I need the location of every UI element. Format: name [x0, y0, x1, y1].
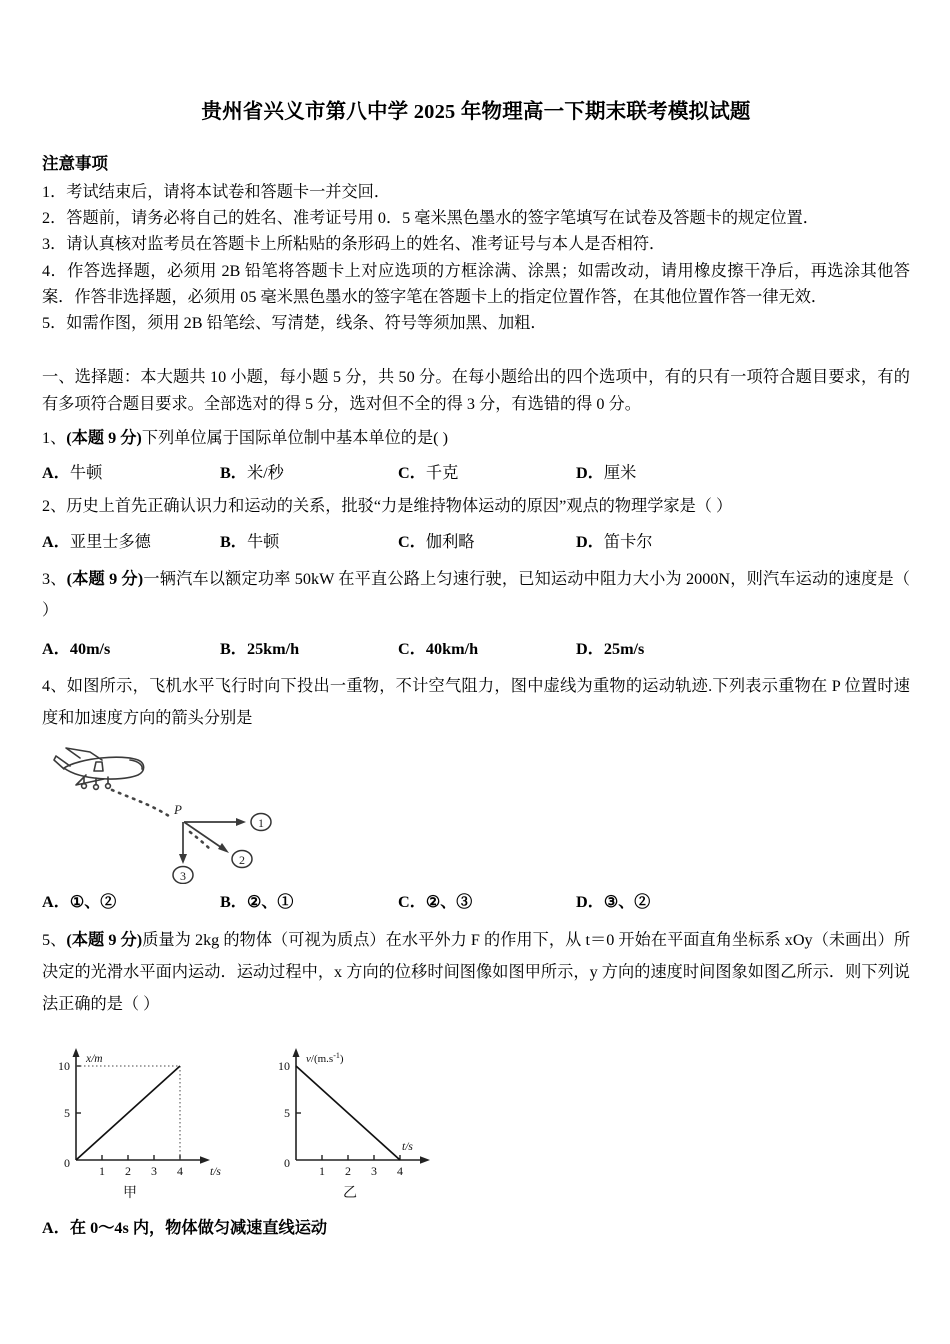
arrow-1-circled-label [251, 814, 271, 831]
airplane-trajectory-figure [50, 744, 350, 884]
question-5-graphs-figure [52, 1042, 472, 1202]
option-c[interactable] [398, 530, 576, 554]
option-b[interactable] [220, 890, 398, 915]
chart-yi-xtick-4: 4 [397, 1164, 403, 1179]
option-c[interactable] [398, 890, 576, 915]
option-b-label: B． [220, 532, 247, 551]
option-d-text: ③、② [603, 894, 651, 912]
notice-item: 3．请认真核对监考员在答题卡上所粘贴的条形码上的姓名、准考证号与本人是否相符． [42, 235, 666, 254]
page-title: 贵州省兴义市第八中学 2025 年物理高一下期末联考模拟试题 [201, 101, 751, 123]
option-b-label: B． [220, 639, 247, 658]
svg-text:3: 3 [180, 869, 186, 884]
option-a-label: A． [42, 1219, 70, 1238]
question-2-stem [42, 493, 910, 519]
option-c[interactable] [398, 461, 576, 485]
question-1-options [42, 461, 910, 485]
arrow-1 [184, 818, 246, 826]
question-2-number: 2、 [42, 497, 67, 516]
question-4-options [42, 890, 910, 915]
notice-heading: 注意事项 [42, 153, 108, 173]
option-b-text: 米/秒 [246, 463, 284, 482]
option-b[interactable] [220, 637, 398, 661]
chart-jia-series-line [76, 1066, 180, 1160]
section-intro: 一、选择题：本大题共 10 小题，每小题 5 分，共 50 分。在每小题给出的四个选项中，有的只有一项符合题目要求，有的有多项符合题目要求。全部选对的得 5 分，选对但不全的得 3 分，有选错的得 0 分。 [42, 368, 910, 413]
chart-yi-ytick-5: 5 [284, 1106, 290, 1121]
question-5-text: 质量为 2kg 的物体（可视为质点）在水平外力 F 的作用下，从 t＝0 开始在平面直角坐标系 xOy（未画出）所决定的光滑水平面内运动．运动过程中，x 方向的位移时间图像如图甲所示，y 方向的速度时间图象如图乙所示．则下列说法正确的是（ ） [42, 931, 911, 1013]
option-c-text: 40km/h [425, 639, 479, 658]
chart-jia-xtick-4: 4 [177, 1164, 183, 1179]
option-c-text: ②、③ [425, 894, 473, 912]
option-b[interactable] [220, 461, 398, 485]
chart-yi-xtick-1: 1 [319, 1164, 325, 1179]
svg-text:2: 2 [239, 853, 245, 868]
option-c-text: 伽利略 [425, 532, 475, 551]
chart-yi-ytick-0: 0 [284, 1156, 290, 1171]
question-1-score-tag: (本题 9 分) [66, 428, 142, 447]
notice-item: 4．作答选择题，必须用 2B 铅笔将答题卡上对应选项的方框涂满、涂黑；如需改动，请用橡皮擦干净后，再选涂其他答案．作答非选择题，必须用 05 毫米黑色墨水的签字笔在答题卡上的指定位置作答，在其他位置作答一律无效． [42, 261, 910, 306]
arrow-2 [184, 822, 229, 853]
notice-item: 5．如需作图，须用 2B 铅笔绘、写清楚，线条、符号等须加黑、加粗． [42, 314, 547, 333]
option-c-label: C． [398, 893, 426, 912]
svg-text:1: 1 [258, 816, 264, 831]
trajectory-dotted-path [112, 790, 172, 818]
arrow-2-circled-label [232, 851, 252, 868]
question-4-text: 如图所示，飞机水平飞行时向下投出一重物，不计空气阻力，图中虚线为重物的运动轨迹.下列表示重物在 P 位置时速度和加速度方向的箭头分别是 [42, 677, 910, 727]
option-c-text: 千克 [425, 463, 459, 482]
option-a-text: 40m/s [69, 639, 111, 658]
chart-jia-xtick-3: 3 [151, 1164, 157, 1179]
notice-list [42, 179, 910, 336]
question-3-options [42, 637, 910, 661]
chart-yi-ytick-10: 10 [278, 1059, 290, 1074]
option-b-text: ②、① [246, 894, 294, 912]
question-5-stem [42, 925, 910, 1020]
option-a-label: A． [42, 463, 70, 482]
question-3-score-tag: (本题 9 分) [66, 569, 144, 588]
option-b-text: 牛顿 [246, 532, 280, 551]
option-c-label: C． [398, 532, 426, 551]
arrow-3 [179, 822, 187, 864]
option-b-label: B． [220, 463, 247, 482]
chart-yi-caption: 乙 [343, 1186, 357, 1202]
option-a-text: 在 0～4s 内，物体做匀减速直线运动 [69, 1219, 328, 1238]
option-d-label: D． [576, 893, 604, 912]
point-p-label: P [174, 802, 182, 818]
chart-jia-caption: 甲 [123, 1186, 137, 1202]
question-3-number: 3、 [42, 569, 67, 588]
option-d-label: D． [576, 463, 604, 482]
option-d-label: D． [576, 639, 604, 658]
question-1-text: 下列单位属于国际单位制中基本单位的是( ) [141, 428, 449, 447]
notice-item: 1．考试结束后，请将本试卷和答题卡一并交回． [42, 182, 391, 201]
chart-jia-ytick-0: 0 [64, 1156, 70, 1171]
option-d-text: 25m/s [603, 639, 645, 658]
option-d-text: 笛卡尔 [603, 532, 653, 551]
option-a-text: ①、② [69, 894, 117, 912]
option-d[interactable] [576, 530, 754, 554]
question-5-score-tag: (本题 9 分) [66, 931, 143, 950]
option-a-text: 牛顿 [69, 463, 103, 482]
chart-yi-ylabel: $v/(m.s^{-1})$ [306, 1050, 344, 1066]
chart-jia-xtick-2: 2 [125, 1164, 131, 1179]
chart-jia-xlabel: t/s [210, 1166, 221, 1179]
option-b[interactable] [220, 530, 398, 554]
option-d[interactable] [576, 890, 754, 915]
chart-jia-ylabel: x/m [86, 1053, 103, 1066]
option-d-label: D． [576, 532, 604, 551]
chart-yi-xtick-2: 2 [345, 1164, 351, 1179]
option-c-label: C． [398, 463, 426, 482]
question-1-stem [42, 425, 910, 451]
airplane-icon [54, 748, 144, 789]
chart-jia [58, 1048, 221, 1201]
option-c-label: C． [398, 639, 426, 658]
question-1-number: 1、 [42, 428, 67, 447]
option-a-label: A． [42, 532, 70, 551]
question-2-options [42, 530, 910, 554]
chart-jia-xtick-1: 1 [99, 1164, 105, 1179]
option-b-label: B． [220, 893, 247, 912]
option-a[interactable] [42, 461, 220, 485]
question-4-number: 4、 [42, 677, 67, 696]
chart-yi [278, 1048, 430, 1201]
option-a-label: A． [42, 893, 70, 912]
option-a[interactable] [42, 637, 220, 661]
arrow-3-circled-label [173, 867, 193, 884]
question-4-stem [42, 671, 910, 734]
trajectory-dotted-continuation [190, 832, 212, 851]
chart-yi-xtick-3: 3 [371, 1164, 377, 1179]
option-a[interactable] [42, 530, 220, 554]
question-3-text: 一辆汽车以额定功率 50kW 在平直公路上匀速行驶，已知运动中阻力大小为 2000N，则汽车运动的速度是（ ） [42, 569, 910, 620]
option-b-text: 25km/h [246, 639, 300, 658]
question-2-text: 历史上首先正确认识力和运动的关系，批驳“力是维持物体运动的原因”观点的物理学家是（ ） [66, 497, 733, 516]
option-d-text: 厘米 [603, 463, 637, 482]
chart-yi-series-line [296, 1066, 400, 1160]
notice-item: 2．答题前，请务必将自己的姓名、准考证号用 0．5 毫米黑色墨水的签字笔填写在试卷及答题卡的规定位置． [42, 209, 819, 228]
option-d[interactable] [576, 461, 754, 485]
question-3-stem [42, 564, 910, 627]
chart-jia-ytick-5: 5 [64, 1106, 70, 1121]
option-a-text: 亚里士多德 [69, 532, 151, 551]
option-a-label: A． [42, 639, 70, 658]
chart-yi-xlabel: t/s [402, 1141, 413, 1154]
question-5-number: 5、 [42, 931, 67, 950]
question-5-option-a[interactable] [42, 1216, 910, 1242]
option-c[interactable] [398, 637, 576, 661]
chart-jia-ytick-10: 10 [58, 1059, 70, 1074]
page-content [42, 0, 910, 1242]
option-a[interactable] [42, 890, 220, 915]
option-d[interactable] [576, 637, 754, 661]
